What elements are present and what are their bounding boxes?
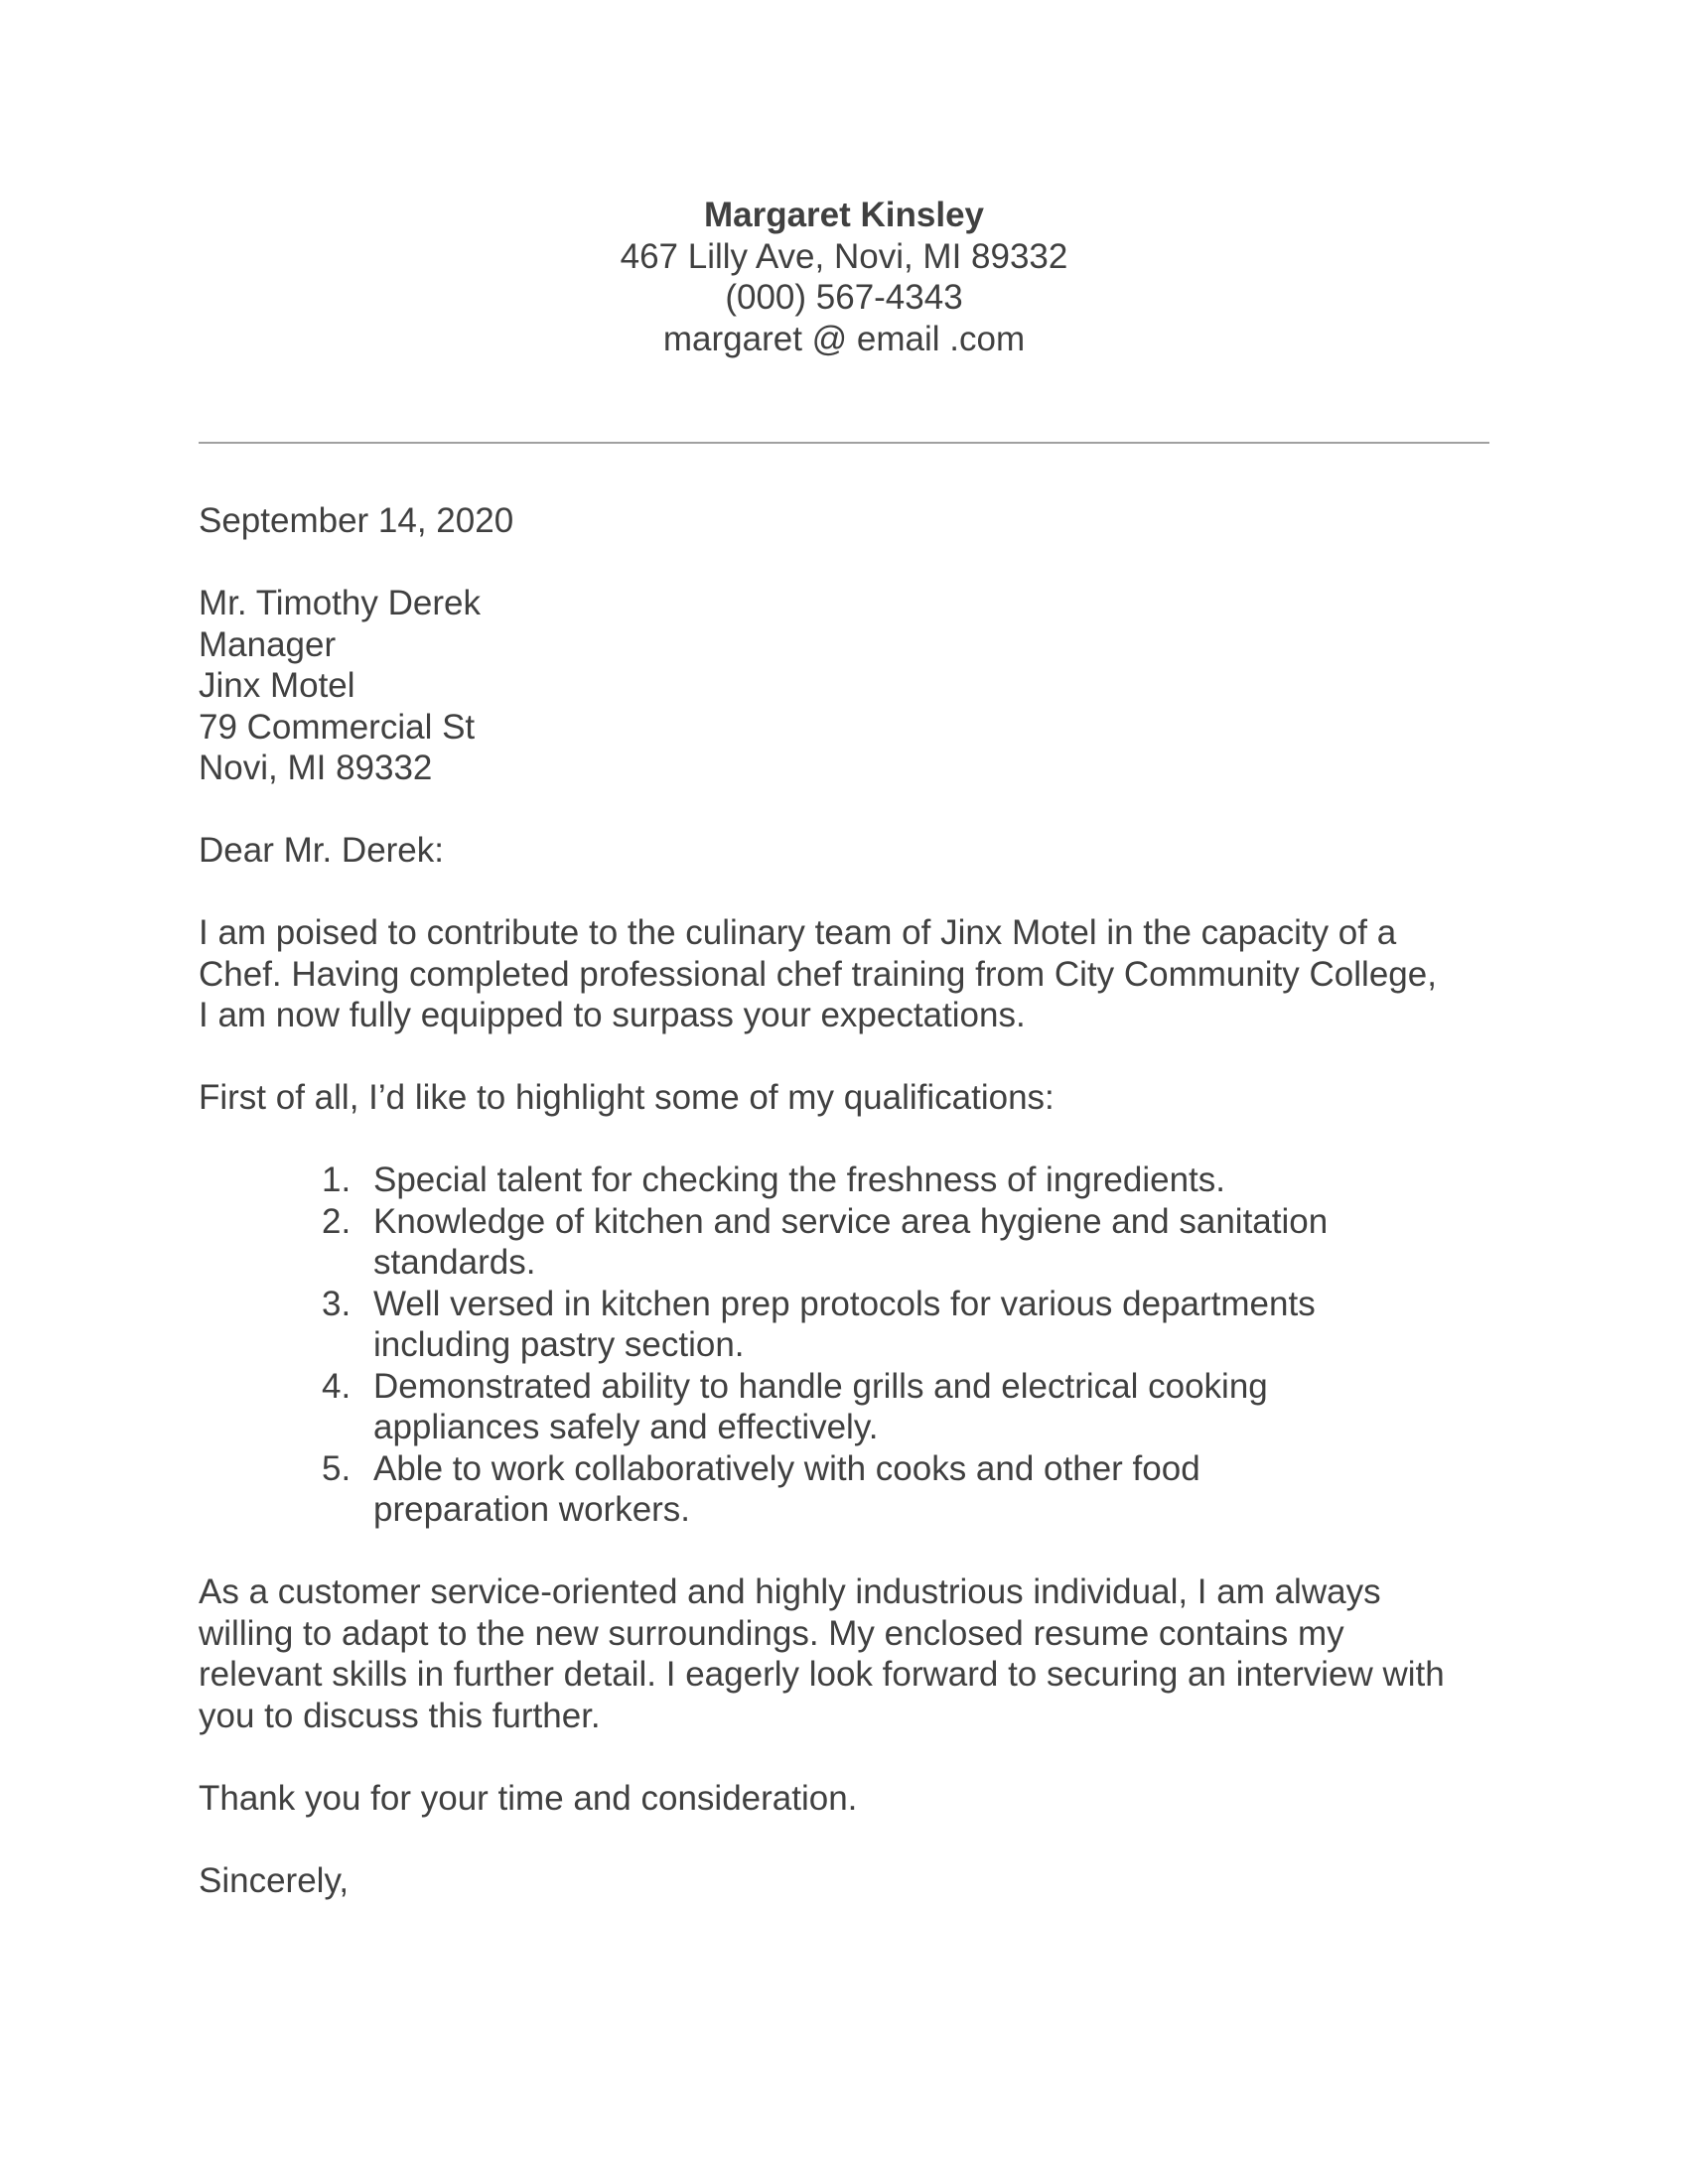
recipient-title: Manager xyxy=(199,624,337,664)
list-item-text: Knowledge of kitchen and service area hygiene and sanitation standards. xyxy=(373,1201,1329,1282)
intro-paragraph xyxy=(199,912,1489,1036)
signoff: Sincerely, xyxy=(199,1860,350,1900)
closing-paragraph xyxy=(199,1571,1489,1736)
list-item-text: Special talent for checking the freshness of ingredients. xyxy=(373,1160,1225,1199)
letterhead xyxy=(199,195,1489,359)
paragraph-line: relevant skills in further detail. I eagerly look forward to securing an interview with xyxy=(199,1655,1445,1694)
paragraph-line: I am now fully equipped to surpass your expectations. xyxy=(199,996,1026,1034)
qualifications-intro: First of all, I’d like to highlight some of my qualifications: xyxy=(199,1078,1055,1117)
paragraph-line: As a customer service-oriented and highly industrious individual, I am always xyxy=(199,1572,1381,1611)
list-number: 3. xyxy=(322,1284,352,1323)
sender-address: 467 Lilly Ave, Novi, MI 89332 xyxy=(620,236,1068,276)
paragraph-line: willing to adapt to the new surroundings. My enclosed resume contains my xyxy=(199,1613,1344,1653)
header-divider xyxy=(199,442,1489,444)
list-item xyxy=(199,1448,1340,1531)
recipient-street: 79 Commercial St xyxy=(199,707,476,747)
list-number: 5. xyxy=(322,1448,352,1488)
sender-email: margaret @ email .com xyxy=(662,319,1026,358)
recipient-company: Jinx Motel xyxy=(199,666,355,705)
recipient-name: Mr. Timothy Derek xyxy=(199,584,481,622)
list-number: 4. xyxy=(322,1366,352,1406)
thanks-line: Thank you for your time and consideration. xyxy=(199,1778,858,1818)
sender-phone: (000) 567-4343 xyxy=(725,278,963,317)
recipient-block xyxy=(199,583,1489,789)
paragraph-line: I am poised to contribute to the culinary team of Jinx Motel in the capacity of a xyxy=(199,913,1397,952)
list-number: 2. xyxy=(322,1201,352,1241)
salutation: Dear Mr. Derek: xyxy=(199,831,444,870)
letter-date: September 14, 2020 xyxy=(199,501,514,540)
list-item xyxy=(199,1160,1340,1201)
list-number: 1. xyxy=(322,1160,352,1199)
list-item xyxy=(199,1366,1340,1448)
sender-name: Margaret Kinsley xyxy=(703,196,985,234)
list-item-text: Demonstrated ability to handle grills and electrical cooking appliances safely and effectively. xyxy=(373,1366,1268,1446)
list-item xyxy=(199,1284,1340,1366)
list-item-text: Well versed in kitchen prep protocols for various departments including pastry section. xyxy=(373,1284,1316,1364)
cover-letter xyxy=(199,195,1489,1943)
list-item xyxy=(199,1201,1340,1284)
qualifications-list xyxy=(199,1160,1489,1531)
paragraph-line: Chef. Having completed professional chef training from City Community College, xyxy=(199,954,1437,994)
recipient-city: Novi, MI 89332 xyxy=(199,749,433,787)
list-item-text: Able to work collaboratively with cooks and other food preparation workers. xyxy=(373,1448,1200,1529)
paragraph-line: you to discuss this further. xyxy=(199,1696,601,1735)
